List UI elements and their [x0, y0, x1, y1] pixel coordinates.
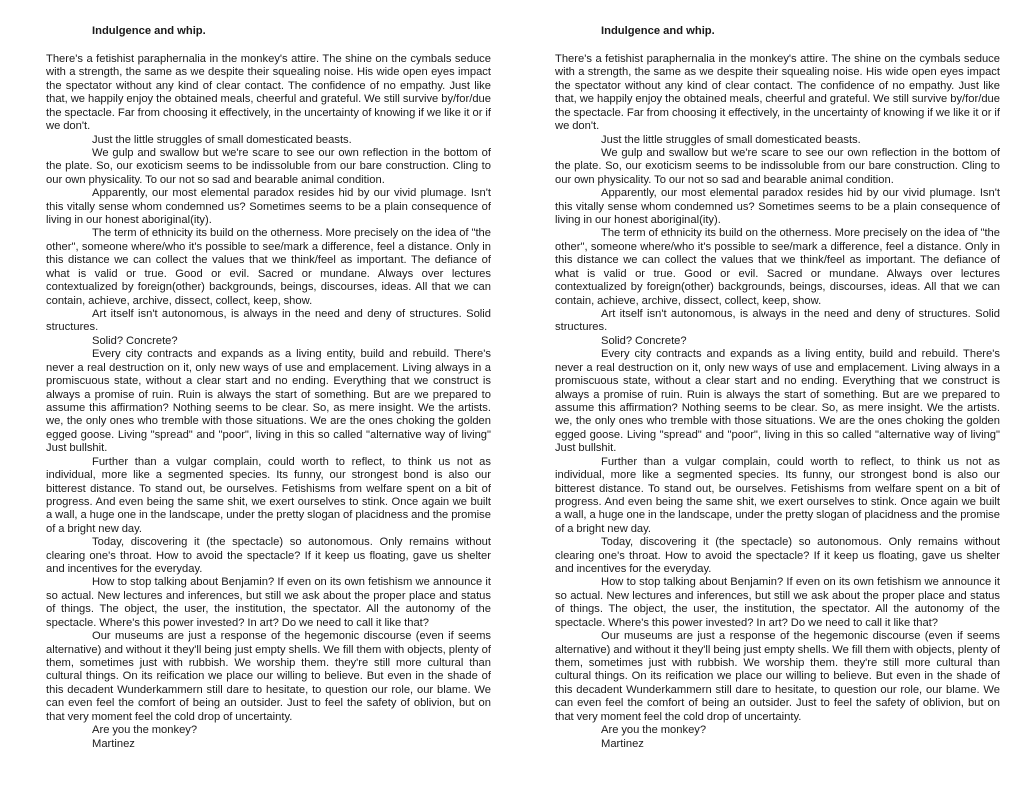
paragraph: Apparently, our most elemental paradox resides hid by our vivid plumage. Isn't this vitally sense whom condemned us? Sometimes seems to be a plain consequence of living in our honest aboriginal(ity). — [46, 187, 491, 227]
document-title: Indulgence and whip. — [601, 25, 715, 37]
document-title: Indulgence and whip. — [92, 25, 206, 37]
paragraph: Our museums are just a response of the hegemonic discourse (even if seems alternative) and without it they'll being just empty shells. We fill them with objects, plenty of them, sometimes just with rubbish. We worship them. they're still more cultural than cultural things. On its reification we place our willing to believe. But even in the shade of this decadent Wunderkammern still dare to hesitate, to question our role, our blame. We can even feel the comfort of being an outsider. Just to feel the safety of oblivion, but on that very moment feel the cold drop of uncertainty. — [46, 630, 491, 723]
paragraph: How to stop talking about Benjamin? If even on its own fetishism we announce it so actual. New lectures and inferences, but still we ask about the proper place and status of things. The object, the user, the institution, the spectator. All the autonomy of the spectacle. Where's this power invested? In art? Do we need to call it like that? — [555, 576, 1000, 629]
paragraph: Further than a vulgar complain, could worth to reflect, to think us not as individual, more like a segmented species. Its funny, our strongest bond is also our bitterest distance. To stand out, be ourselves. Fetishisms from welfare spent on a bit of progress. And even being the same shit, we exert ourselves to stink. Once again we built a wall, a huge one in the landscape, under the pretty slogan of placidness and the promise of a bright new day. — [46, 455, 491, 535]
document-body — [46, 53, 491, 751]
paragraph: Every city contracts and expands as a living entity, build and rebuild. There's never a real destruction on it, only new ways of use and emplacement. Living always in a promiscuous state, without a clear start and no ending. Everything that we construct is always a promise of ruin. Ruin is always the start of something. But are we prepared to assume this affirmation? Nothing seems to be clear. So, as mere insight. We the artists. we, the only ones who tremble with those situations. We are the ones choking the golden egged goose. Living "spread" and "poor", living in this so called "alternative way of living" Just bullshit. — [46, 348, 491, 455]
paragraph: Art itself isn't autonomous, is always in the need and deny of structures. Solid structures. — [46, 308, 491, 334]
paragraph: Further than a vulgar complain, could worth to reflect, to think us not as individual, more like a segmented species. Its funny, our strongest bond is also our bitterest distance. To stand out, be ourselves. Fetishisms from welfare spent on a bit of progress. And even being the same shit, we exert ourselves to stink. Once again we built a wall, a huge one in the landscape, under the pretty slogan of placidness and the promise of a bright new day. — [555, 455, 1000, 535]
paragraph: Solid? Concrete? — [601, 334, 687, 347]
page-right — [555, 0, 1000, 791]
paragraph: Every city contracts and expands as a living entity, build and rebuild. There's never a real destruction on it, only new ways of use and emplacement. Living always in a promiscuous state, without a clear start and no ending. Everything that we construct is always a promise of ruin. Ruin is always the start of something. But are we prepared to assume this affirmation? Nothing seems to be clear. So, as mere insight. We the artists. we, the only ones who tremble with those situations. We are the ones choking the golden egged goose. Living "spread" and "poor", living in this so called "alternative way of living" Just bullshit. — [555, 348, 1000, 455]
closing-question: Are you the monkey? — [601, 724, 707, 737]
paragraph: Art itself isn't autonomous, is always in the need and deny of structures. Solid structures. — [555, 308, 1000, 334]
paragraph: The term of ethnicity its build on the otherness. More precisely on the idea of "the other", someone where/who it's possible to see/mark a difference, feel a distance. Only in this distance we can collect the values that we think/feel as important. The defiance of what is valid or true. Good or evil. Sacred or mundane. Always over lectures contextualized by foreign(other) backgrounds, beings, discourses, ideas. All that we can contain, achieve, archive, dissect, collect, keep, show. — [46, 227, 491, 307]
document-body — [555, 53, 1000, 751]
paragraph: The term of ethnicity its build on the otherness. More precisely on the idea of "the other", someone where/who it's possible to see/mark a difference, feel a distance. Only in this distance we can collect the values that we think/feel as important. The defiance of what is valid or true. Good or evil. Sacred or mundane. Always over lectures contextualized by foreign(other) backgrounds, beings, discourses, ideas. All that we can contain, achieve, archive, dissect, collect, keep, show. — [555, 227, 1000, 307]
paragraph: Just the little struggles of small domesticated beasts. — [601, 133, 861, 146]
paragraph: Today, discovering it (the spectacle) so autonomous. Only remains without clearing one's throat. How to avoid the spectacle? If it keep us floating, gave us shelter and incentives for the everyday. — [555, 536, 1000, 576]
paragraph: There's a fetishist paraphernalia in the monkey's attire. The shine on the cymbals seduce with a strength, the same as we despite their squealing noise. His wide open eyes impact the spectator without any kind of clear contact. The confidence of no empathy. Just like that, we happily enjoy the obtained meals, cheerful and grateful. We still survive by/for/due the spectacle. Far from choosing it effectively, in the uncertainty of knowing if we like it or if we don't. — [555, 53, 1000, 133]
paragraph: Today, discovering it (the spectacle) so autonomous. Only remains without clearing one's throat. How to avoid the spectacle? If it keep us floating, gave us shelter and incentives for the everyday. — [46, 536, 491, 576]
closing-question: Are you the monkey? — [92, 724, 198, 737]
paragraph: We gulp and swallow but we're scare to see our own reflection in the bottom of the plate. So, our exoticism seems to be indissoluble from our bare construction. Cling to our own physicality. To our not so sad and bearable animal condition. — [555, 146, 1000, 186]
author-signature: Martinez — [92, 737, 135, 750]
paragraph: We gulp and swallow but we're scare to see our own reflection in the bottom of the plate. So, our exoticism seems to be indissoluble from our bare construction. Cling to our own physicality. To our not so sad and bearable animal condition. — [46, 146, 491, 186]
paragraph: Our museums are just a response of the hegemonic discourse (even if seems alternative) and without it they'll being just empty shells. We fill them with objects, plenty of them, sometimes just with rubbish. We worship them. they're still more cultural than cultural things. On its reification we place our willing to believe. But even in the shade of this decadent Wunderkammern still dare to hesitate, to question our role, our blame. We can even feel the comfort of being an outsider. Just to feel the safety of oblivion, but on that very moment feel the cold drop of uncertainty. — [555, 630, 1000, 723]
paragraph: Apparently, our most elemental paradox resides hid by our vivid plumage. Isn't this vitally sense whom condemned us? Sometimes seems to be a plain consequence of living in our honest aboriginal(ity). — [555, 187, 1000, 227]
paragraph: How to stop talking about Benjamin? If even on its own fetishism we announce it so actual. New lectures and inferences, but still we ask about the proper place and status of things. The object, the user, the institution, the spectator. All the autonomy of the spectacle. Where's this power invested? In art? Do we need to call it like that? — [46, 576, 491, 629]
paragraph: Just the little struggles of small domesticated beasts. — [92, 133, 352, 146]
author-signature: Martinez — [601, 737, 644, 750]
paragraph: Solid? Concrete? — [92, 334, 178, 347]
page-left — [46, 0, 491, 791]
paragraph: There's a fetishist paraphernalia in the monkey's attire. The shine on the cymbals seduce with a strength, the same as we despite their squealing noise. His wide open eyes impact the spectator without any kind of clear contact. The confidence of no empathy. Just like that, we happily enjoy the obtained meals, cheerful and grateful. We still survive by/for/due the spectacle. Far from choosing it effectively, in the uncertainty of knowing if we like it or if we don't. — [46, 53, 491, 133]
